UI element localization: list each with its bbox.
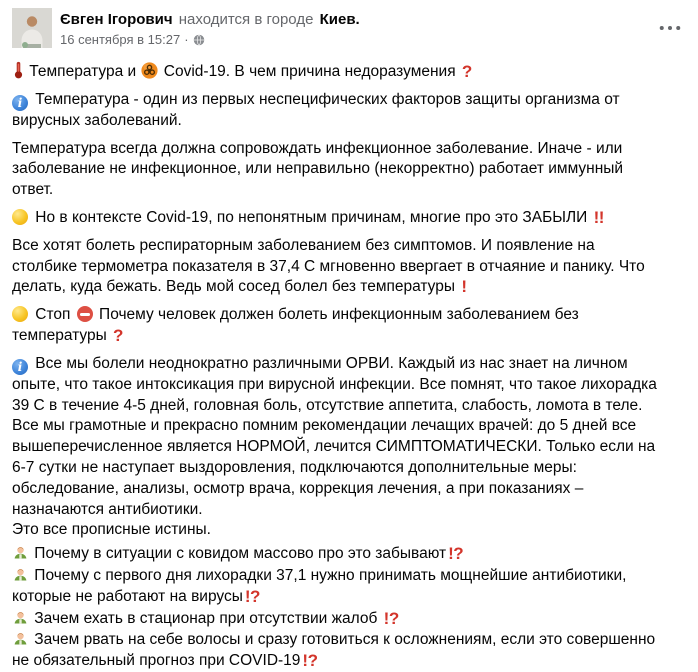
post-meta	[60, 31, 652, 48]
interrobang-icon	[245, 587, 260, 608]
post-text: Все хотят болеть респираторным заболеванием без симптомов. И появление на столбике термометра показателя в 37,4 С мгновенно ввергает в отчаяние и панику. Что делать, куда бежать. Ведь мой сосед болел без температуры	[12, 236, 645, 296]
question-icon	[462, 62, 472, 83]
author-name[interactable]: Євген Ігорович	[60, 11, 173, 28]
post-text: Зачем ехать в стационар при отсутствии жалоб	[30, 609, 382, 627]
post-text: Температура и	[25, 63, 141, 80]
avatar-photo	[12, 8, 52, 48]
post-text: Это все прописные истины.	[12, 521, 211, 539]
post-header	[12, 8, 688, 48]
post-paragraph	[12, 236, 664, 298]
post-body	[12, 61, 688, 672]
globe-icon	[193, 34, 205, 46]
post-text: Стоп	[31, 306, 75, 324]
post-text: Почему в ситуации с ковидом массово про это забывают	[30, 545, 447, 563]
interrobang-icon	[302, 651, 317, 672]
interrobang-icon	[448, 544, 463, 565]
post-text: Температура - один из первых неспецифических факторов защиты организма от вирусных заболеваний.	[12, 90, 620, 129]
person-icon	[12, 608, 29, 625]
interrobang-icon	[384, 609, 399, 630]
info-icon	[12, 359, 28, 375]
post-text: Covid-19. В чем причина недоразумения	[159, 63, 460, 80]
post-text: Почему человек должен болеть инфекционным заболеванием без температуры	[12, 306, 579, 344]
yellow-circle-icon	[12, 306, 28, 322]
post-paragraph	[12, 543, 664, 672]
meta-separator: ·	[184, 32, 189, 47]
person-icon	[12, 543, 29, 560]
post-text: Все мы болели неоднократно различными ОРВИ. Каждый из нас знает на личном опыте, что такое интоксикация при вирусной инфекции. Все помнят, что такое лихорадка 39 С в течение 4-5 дней, головная боль, отсутствие аппетита, слабость, ломота в теле. Все мы грамотные и прекрасно помним рекомендации лечащих врачей: до 5 дней все вышеперечисленное является НОРМОЙ, лечится СИМПТОМАТИЧЕСКИ. Только если на 6-7 сутки не наступает выздоровления, подключаются дополнительные меры: обследование, анализы, осмотр врача, коррекция лечения, а при показаниях – назначаются антибиотики.	[12, 354, 657, 518]
post-paragraph	[12, 90, 664, 132]
post-paragraph	[12, 208, 664, 229]
ellipsis-icon	[659, 25, 681, 31]
post-text: Температура всегда должна сопровождать инфекционное заболевание. Иначе - или заболевание не инфекционное, или неправильно (некорректно) работает иммунный ответ.	[12, 139, 624, 199]
post-paragraph	[12, 139, 664, 201]
yellow-circle-icon	[12, 209, 28, 225]
post-paragraph	[12, 61, 664, 83]
post-paragraph	[12, 305, 664, 347]
post-byline	[60, 8, 652, 30]
avatar[interactable]	[12, 8, 52, 48]
info-icon	[12, 95, 28, 111]
person-icon	[12, 629, 29, 646]
double-exclamation-icon	[594, 208, 604, 229]
biohazard-icon	[141, 62, 158, 79]
post-text: Зачем рвать на себе волосы и сразу готовиться к осложнениям, если это совершенно не обязательный прогноз при COVID-19	[12, 631, 656, 670]
more-options-button[interactable]	[652, 14, 688, 42]
person-icon	[12, 565, 29, 582]
byline-context: находится в городе	[178, 11, 314, 28]
timestamp[interactable]: 16 сентября в 15:27	[60, 32, 181, 47]
question-icon	[113, 326, 123, 347]
post-byline-block	[60, 8, 652, 48]
location-link[interactable]: Киев.	[319, 11, 360, 28]
post-text: Но в контексте Covid-19, по непонятным причинам, многие про это ЗАБЫЛИ	[31, 208, 592, 226]
no-entry-icon	[77, 306, 93, 322]
thermometer-icon	[13, 61, 24, 79]
post-paragraph	[12, 354, 664, 541]
post-text: Почему с первого дня лихорадки 37,1 нужно принимать мощнейшие антибиотики, которые не работают на вирусы	[12, 566, 627, 605]
exclamation-icon	[461, 277, 466, 298]
